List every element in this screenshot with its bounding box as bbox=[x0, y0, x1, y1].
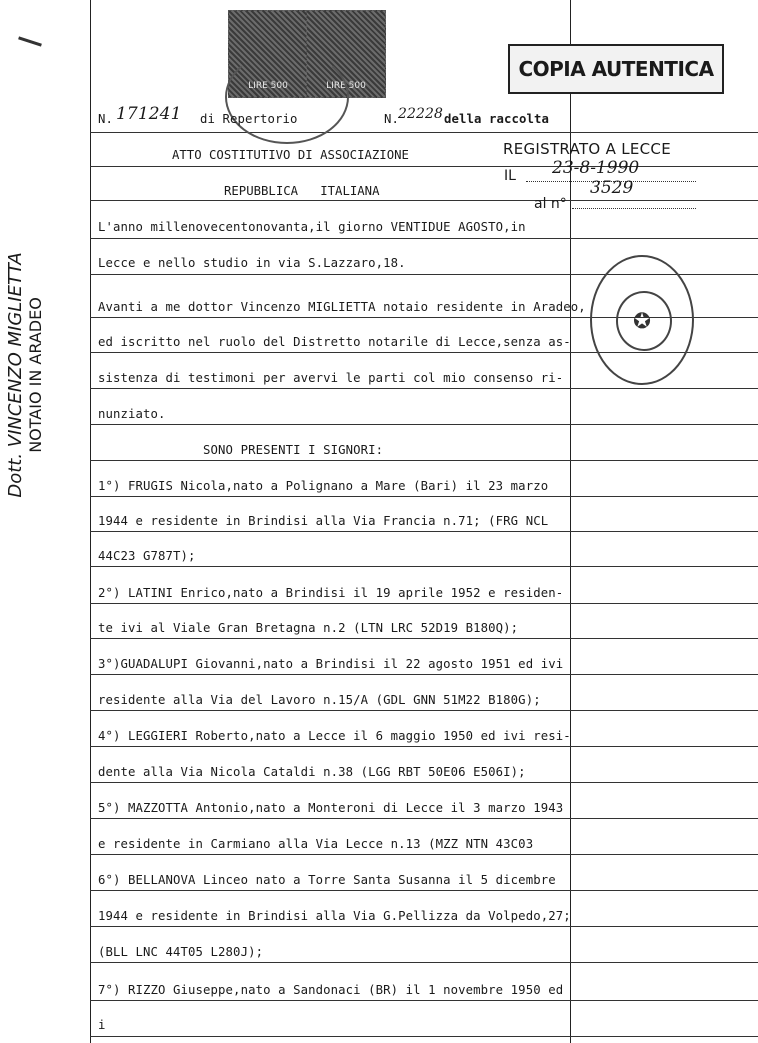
repertorio-label: di Repertorio bbox=[200, 112, 298, 126]
notary-vertical-stamp bbox=[5, 195, 45, 555]
raccolta-label: della raccolta bbox=[444, 112, 550, 126]
text-line: 6°) BELLANOVA Linceo nato a Torre Santa Susanna il 5 dicembre bbox=[98, 873, 556, 887]
repertorio-prefix: N. bbox=[98, 112, 114, 126]
text-line: Avanti a me dottor Vincenzo MIGLIETTA notaio residente in Aradeo, bbox=[98, 300, 586, 314]
registrato-date-value: 23-8-1990 bbox=[552, 158, 640, 178]
text-line: Lecce e nello studio in via S.Lazzaro,18. bbox=[98, 256, 406, 270]
ruled-line bbox=[90, 238, 758, 239]
ruled-line bbox=[90, 638, 758, 639]
section-heading: SONO PRESENTI I SIGNORI: bbox=[98, 443, 384, 457]
text-line: 44C23 G787T); bbox=[98, 549, 196, 563]
text-line: residente alla Via del Lavoro n.15/A (GDL GNN 51M22 B180G); bbox=[98, 693, 541, 707]
repertorio-number: 171241 bbox=[116, 104, 182, 124]
notary-role: NOTAIO IN ARADEO bbox=[26, 297, 45, 453]
pen-mark bbox=[18, 36, 42, 46]
ruled-line bbox=[90, 710, 758, 711]
ruled-line bbox=[90, 200, 758, 201]
text-line: (BLL LNC 44T05 L280J); bbox=[98, 945, 264, 959]
dotted-fill bbox=[572, 208, 696, 209]
text-line: L'anno millenovecentonovanta,il giorno VENTIDUE AGOSTO,in bbox=[98, 220, 526, 234]
ruled-line bbox=[90, 166, 758, 167]
text-line: te ivi al Viale Gran Bretagna n.2 (LTN LRC 52D19 B180Q); bbox=[98, 621, 519, 635]
text-line: 1944 e residente in Brindisi alla Via G.Pellizza da Volpedo,27; bbox=[98, 909, 571, 923]
ruled-line bbox=[90, 746, 758, 747]
registrato-date-label: IL bbox=[504, 168, 516, 184]
text-line: 1944 e residente in Brindisi alla Via Francia n.71; (FRG NCL bbox=[98, 514, 549, 528]
raccolta-number: 22228 bbox=[398, 106, 444, 122]
left-margin-rule bbox=[90, 0, 91, 1043]
text-line: 3°)GUADALUPI Giovanni,nato a Brindisi il 22 agosto 1951 ed ivi bbox=[98, 657, 564, 671]
ruled-line bbox=[90, 460, 758, 461]
ruled-line bbox=[90, 424, 758, 425]
notary-name: Dott. VINCENZO MIGLIETTA bbox=[5, 252, 26, 498]
text-line: i bbox=[98, 1018, 106, 1032]
copia-autentica-stamp: COPIA AUTENTICA bbox=[508, 44, 724, 94]
registrato-number-value: 3529 bbox=[590, 178, 634, 198]
ruled-line bbox=[90, 496, 758, 497]
ruled-line bbox=[90, 782, 758, 783]
text-line: dente alla Via Nicola Cataldi n.38 (LGG RBT 50E06 E506I); bbox=[98, 765, 526, 779]
ruled-line bbox=[90, 531, 758, 532]
republic-heading: REPUBBLICA ITALIANA bbox=[224, 184, 380, 198]
ruled-line bbox=[90, 566, 758, 567]
document-title: ATTO COSTITUTIVO DI ASSOCIAZIONE bbox=[172, 148, 409, 162]
text-line: 4°) LEGGIERI Roberto,nato a Lecce il 6 maggio 1950 ed ivi resi- bbox=[98, 729, 571, 743]
revenue-stamp-value: LIRE 500 bbox=[248, 81, 288, 91]
text-line: nunziato. bbox=[98, 407, 166, 421]
ruled-line bbox=[90, 854, 758, 855]
ruled-line bbox=[90, 603, 758, 604]
text-line: 7°) RIZZO Giuseppe,nato a Sandonaci (BR) il 1 novembre 1950 ed bbox=[98, 983, 564, 997]
ruled-line bbox=[90, 1000, 758, 1001]
ruled-line bbox=[90, 132, 758, 133]
text-line: sistenza di testimoni per avervi le parti col mio consenso ri- bbox=[98, 371, 564, 385]
ruled-line bbox=[90, 818, 758, 819]
registrato-number-label: al n° bbox=[534, 196, 567, 212]
ruled-line bbox=[90, 1036, 758, 1037]
text-line: e residente in Carmiano alla Via Lecce n.13 (MZZ NTN 43C03 bbox=[98, 837, 534, 851]
registrato-stamp: REGISTRATO A LECCE bbox=[503, 140, 671, 158]
text-line: ed iscritto nel ruolo del Distretto notarile di Lecce,senza as- bbox=[98, 335, 571, 349]
ruled-line bbox=[90, 388, 758, 389]
revenue-stamp-value: LIRE 500 bbox=[326, 81, 366, 91]
ruled-line bbox=[90, 926, 758, 927]
postmark-circle bbox=[225, 50, 349, 144]
ruled-line bbox=[90, 962, 758, 963]
ruled-line bbox=[90, 890, 758, 891]
notary-seal bbox=[590, 255, 694, 385]
text-line: 2°) LATINI Enrico,nato a Brindisi il 19 aprile 1952 e residen- bbox=[98, 586, 564, 600]
text-line: 1°) FRUGIS Nicola,nato a Polignano a Mare (Bari) il 23 marzo bbox=[98, 479, 549, 493]
ruled-line bbox=[90, 674, 758, 675]
star-icon: ✪ bbox=[632, 301, 652, 336]
text-line: 5°) MAZZOTTA Antonio,nato a Monteroni di Lecce il 3 marzo 1943 bbox=[98, 801, 564, 815]
raccolta-prefix: N. bbox=[384, 112, 400, 126]
